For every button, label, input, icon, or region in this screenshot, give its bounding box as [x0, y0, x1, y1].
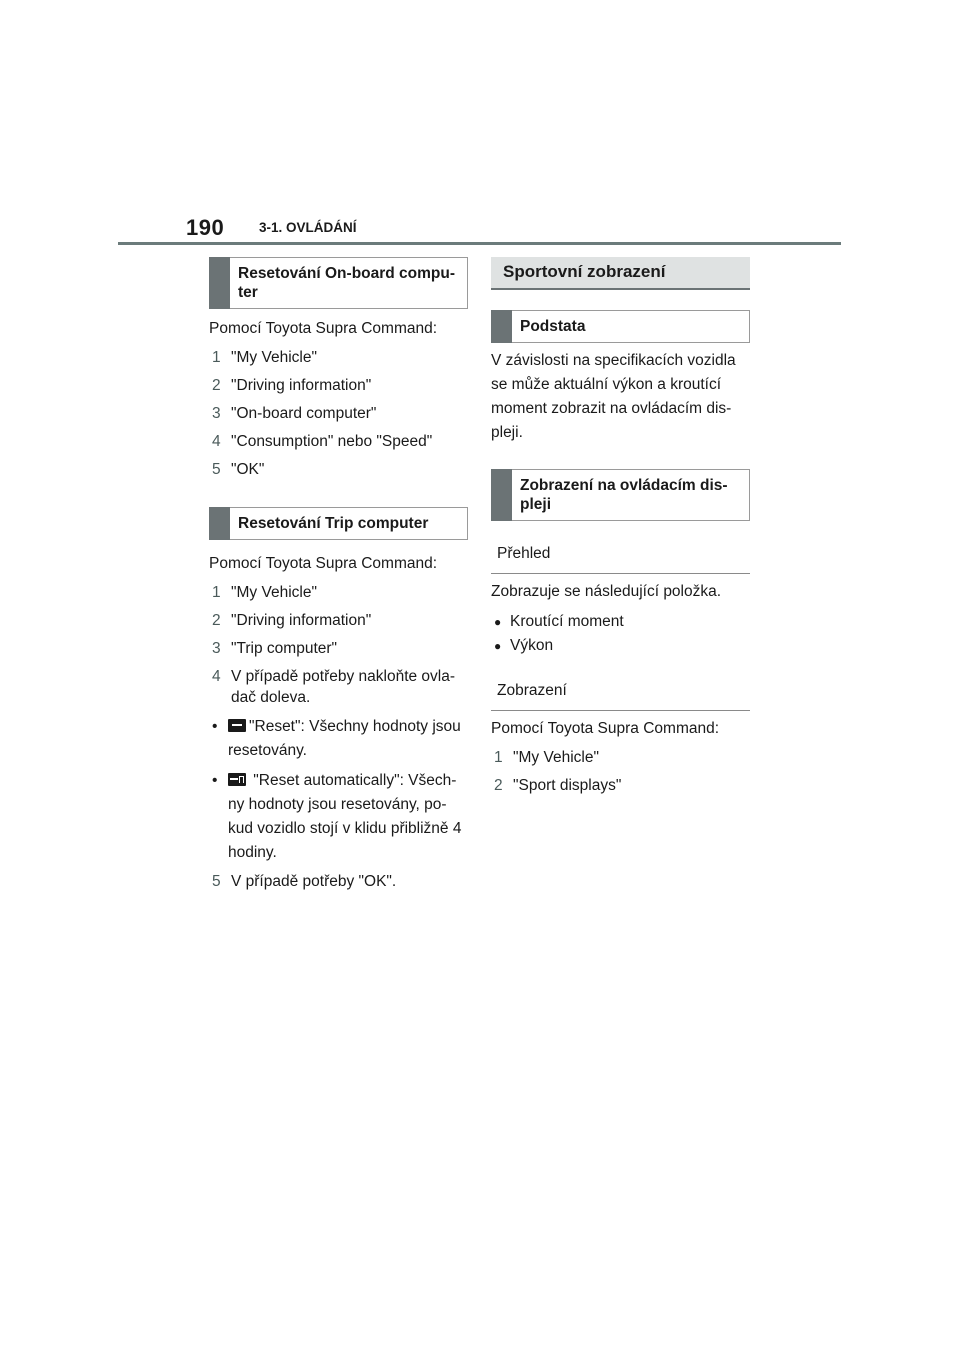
- section-title: 3-1. OVLÁDÁNÍ: [259, 220, 357, 235]
- step-item: [209, 403, 468, 424]
- step-item: [209, 666, 468, 708]
- body-text: V závislosti na specifikacích vozidla se může aktuální výkon a kroutící moment zobrazit na ovládacím dis-pleji.: [491, 352, 736, 441]
- step-item: [209, 459, 468, 480]
- heading-text: Zobrazení na ovládacím dis-pleji: [520, 477, 728, 513]
- intro-text: Pomocí Toyota Supra Command:: [209, 320, 438, 337]
- step-item: [209, 610, 468, 631]
- page-header: [0, 0, 960, 250]
- intro-text: Pomocí Toyota Supra Command:: [209, 555, 438, 572]
- step-item: [209, 638, 468, 659]
- page-number: 190: [186, 215, 225, 240]
- heading-text: Resetování On-board compu-ter: [238, 265, 456, 301]
- heading-reset-onboard-computer: [209, 257, 468, 309]
- heading-reset-trip-computer: [209, 507, 468, 540]
- step-number: 4: [212, 433, 221, 450]
- step-text: "My Vehicle": [231, 584, 317, 601]
- step-item: [209, 431, 468, 452]
- bullet-marker: ●: [494, 615, 502, 629]
- reset-automatically-icon: [228, 773, 246, 786]
- bullet-torque: [491, 610, 750, 634]
- bullet-reset: [209, 715, 468, 763]
- bullet-power: [491, 634, 750, 658]
- step-text: "On-board computer": [231, 405, 377, 422]
- bullet-marker: •: [212, 772, 218, 789]
- steps-list: [491, 747, 750, 796]
- heading-display-on-control-display: [491, 469, 750, 521]
- step-number: 1: [494, 749, 503, 766]
- steps-list: [209, 582, 468, 708]
- bullet-reset-automatically: [209, 769, 468, 865]
- steps-list: [209, 347, 468, 480]
- step-item: [491, 775, 750, 796]
- intro-text: Pomocí Toyota Supra Command:: [491, 720, 720, 737]
- bullet-text: "Reset": Všechny hodnoty jsou resetovány.: [228, 718, 461, 759]
- step-text: "Driving information": [231, 377, 372, 394]
- heading-text: Sportovní zobrazení: [503, 262, 666, 281]
- subheading-display: Zobrazení: [491, 674, 750, 711]
- step-item: [209, 375, 468, 396]
- header-divider: [118, 242, 841, 245]
- step-item: [491, 747, 750, 768]
- step-number: 3: [212, 405, 221, 422]
- bullet-text: Kroutící moment: [510, 613, 624, 630]
- step-number: 1: [212, 349, 221, 366]
- step-number: 1: [212, 584, 221, 601]
- reset-icon: [228, 719, 246, 732]
- step-number: 5: [212, 873, 221, 890]
- step-item: [209, 347, 468, 368]
- subheading-overview: Přehled: [491, 537, 750, 574]
- step-item: [209, 582, 468, 603]
- heading-sport-displays: [491, 257, 750, 290]
- step-number: 2: [212, 612, 221, 629]
- step-number: 4: [212, 668, 221, 685]
- step-text: "My Vehicle": [231, 349, 317, 366]
- step-text: V případě potřeby nakloňte ovla-dač doleva.: [231, 668, 456, 706]
- step-text: "OK": [231, 461, 265, 478]
- left-column: [209, 257, 468, 899]
- step-number: 2: [494, 777, 503, 794]
- intro-text: Zobrazuje se následující položka.: [491, 583, 722, 600]
- step-number: 2: [212, 377, 221, 394]
- right-column: [491, 257, 750, 803]
- step-text: "Trip computer": [231, 640, 338, 657]
- step-text: "Driving information": [231, 612, 372, 629]
- bullet-text: Výkon: [510, 637, 554, 654]
- step-item: [209, 871, 468, 892]
- step-number: 3: [212, 640, 221, 657]
- step-text: "My Vehicle": [513, 749, 599, 766]
- step-number: 5: [212, 461, 221, 478]
- bullet-marker: ●: [494, 639, 502, 653]
- step-text: "Consumption" nebo "Speed": [231, 433, 433, 450]
- step-text: "Sport displays": [513, 777, 622, 794]
- bullet-text: "Reset automatically": Všech-ny hodnoty jsou resetovány, po-kud vozidlo stojí v klidu přibližně 4 hodiny.: [228, 772, 462, 861]
- bullet-marker: •: [212, 718, 218, 735]
- heading-text: Resetování Trip computer: [238, 515, 429, 532]
- heading-basics: [491, 310, 750, 343]
- step-text: V případě potřeby "OK".: [231, 873, 397, 890]
- heading-text: Podstata: [520, 318, 586, 335]
